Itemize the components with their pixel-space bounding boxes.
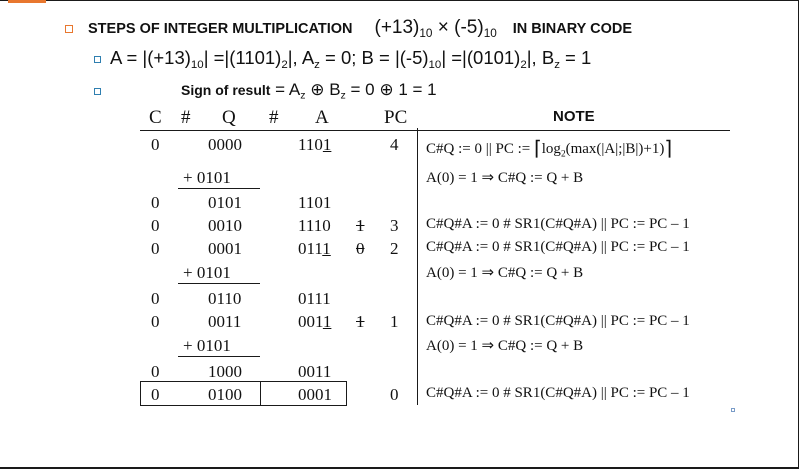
heading-expression: $(+13)_{10} \times (-5)_{10}$ <box>374 17 497 41</box>
row1-q: + 0101 <box>183 168 231 187</box>
result-box-divider <box>260 381 261 406</box>
row10-pc: 0 <box>390 385 399 404</box>
row2-a: 1101 <box>298 193 332 212</box>
note-shift-2: C#Q#A := 0 # SR1(C#Q#A) || PC := PC – 1 <box>426 239 690 255</box>
square-bullet-icon <box>94 56 101 63</box>
row5-q: + 0101 <box>183 263 231 282</box>
heading-label: STEPS OF INTEGER MULTIPLICATION <box>88 21 353 37</box>
header-pc: PC <box>384 107 408 128</box>
note-add-3: A(0) = 1 ⇒ C#Q := Q + B <box>426 338 584 354</box>
note-shift-4: C#Q#A := 0 # SR1(C#Q#A) || PC := PC – 1 <box>426 385 690 401</box>
row4-shifted-bit: 0 <box>356 239 365 258</box>
header-note: NOTE <box>553 108 595 125</box>
add-rule-1 <box>178 188 260 189</box>
row7-q: 0011 <box>208 312 242 331</box>
note-shift-3: C#Q#A := 0 # SR1(C#Q#A) || PC := PC – 1 <box>426 313 690 329</box>
slide-heading <box>88 17 632 39</box>
row4-a: 0111 <box>298 239 331 258</box>
row7-shifted-bit: 1 <box>356 312 365 331</box>
header-a: A <box>315 107 329 128</box>
add-rule-3 <box>178 356 260 357</box>
row2-c: 0 <box>151 193 160 212</box>
row0-q: 0000 <box>208 135 242 154</box>
row0-c: 0 <box>151 135 160 154</box>
square-bullet-icon <box>94 88 101 95</box>
row4-c: 0 <box>151 239 160 258</box>
header-rule <box>140 130 730 131</box>
header-c: C <box>149 107 162 128</box>
sign-of-result: Sign of result = $A_z$ ⊕ $B_z = 0$ ⊕ 1 = 1 <box>181 80 437 102</box>
row8-q: + 0101 <box>183 336 231 355</box>
row0-pc: 4 <box>390 135 399 154</box>
note-init: C#Q := 0 || PC := $⌈\log_2(\max(|A|;|B|)+1)⌉$ <box>426 138 673 160</box>
note-add-1: A(0) = 1 ⇒ C#Q := Q + B <box>426 170 584 186</box>
row2-q: 0101 <box>208 193 242 212</box>
row7-pc: 1 <box>390 312 399 331</box>
row6-a: 0111 <box>298 289 331 308</box>
row4-q: 0001 <box>208 239 242 258</box>
resize-handle-icon <box>731 408 735 412</box>
row3-pc: 3 <box>390 216 399 235</box>
row4-pc: 2 <box>390 239 399 258</box>
row0-a: 1101 <box>298 135 332 154</box>
row3-a: 1110 <box>298 216 331 235</box>
row9-c: 0 <box>151 362 160 381</box>
row7-a: 0011 <box>298 312 332 331</box>
row6-q: 0110 <box>208 289 242 308</box>
row7-c: 0 <box>151 312 160 331</box>
row3-q: 0010 <box>208 216 242 235</box>
square-bullet-icon <box>65 25 73 33</box>
row10-q: 0100 <box>208 385 242 404</box>
header-hash-1: # <box>181 107 191 128</box>
accent-tab <box>8 0 46 3</box>
heading-tail: IN BINARY CODE <box>512 21 633 37</box>
header-q: Q <box>222 107 236 128</box>
note-shift-1: C#Q#A := 0 # SR1(C#Q#A) || PC := PC – 1 <box>426 216 690 232</box>
slide-top-border <box>0 0 799 1</box>
row6-c: 0 <box>151 289 160 308</box>
note-column-divider <box>417 128 418 405</box>
row9-a: 0011 <box>298 362 332 381</box>
row10-a: 0001 <box>298 385 332 404</box>
operands-definition: $A = |(+13)_{10}| =|(1101)_2|$, $A_z = 0$; $B = |(-5)_{10}| =|(0101)_2|$, $B_z = 1$ <box>110 47 592 71</box>
row9-q: 1000 <box>208 362 242 381</box>
note-add-2: A(0) = 1 ⇒ C#Q := Q + B <box>426 265 584 281</box>
row10-c: 0 <box>151 385 160 404</box>
row3-shifted-bit: 1 <box>356 216 365 235</box>
sign-label: Sign of result <box>181 82 271 98</box>
add-rule-2 <box>178 283 260 284</box>
header-hash-2: # <box>269 107 279 128</box>
row3-c: 0 <box>151 216 160 235</box>
